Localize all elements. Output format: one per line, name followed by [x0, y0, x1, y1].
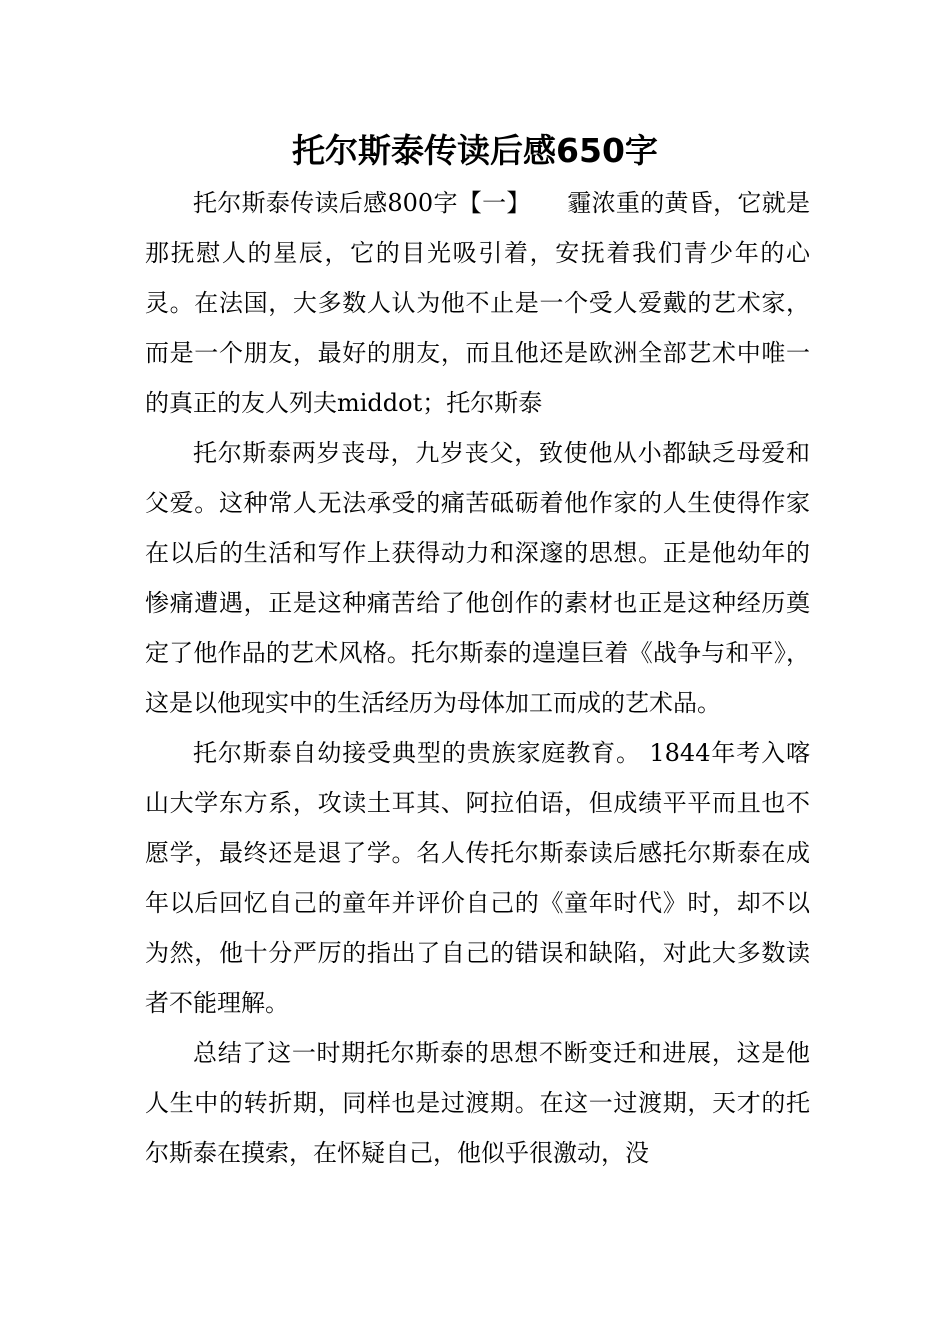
- document-body: [145, 178, 810, 1178]
- paragraph-2: 托尔斯泰两岁丧母，九岁丧父，致使他从小都缺乏母爱和父爱。这种常人无法承受的痛苦砥砺着他作家的人生使得作家在以后的生活和写作上获得动力和深邃的思想。正是他幼年的惨痛遭遇，正是这种痛苦给了他创作的素材也正是这种经历奠定了他作品的艺术风格。托尔斯泰的遑遑巨着《战争与和平》，这是以他现实中的生活经历为母体加工而成的艺术品。: [145, 439, 810, 717]
- paragraph-4: 总结了这一时期托尔斯泰的思想不断变迁和进展，这是他人生中的转折期，同样也是过渡期。在这一过渡期，天才的托尔斯泰在摸索，在怀疑自己，他似乎很激动，没: [145, 1039, 810, 1167]
- document-title: 托尔斯泰传读后感650字: [292, 131, 658, 170]
- paragraph-1: 托尔斯泰传读后感800字【一】 霾浓重的黄昏，它就是那抚慰人的星辰，它的目光吸引着，安抚着我们青少年的心灵。在法国，大多数人认为他不止是一个受人爱戴的艺术家，而是一个朋友，最好的朋友，而且他还是欧洲全部艺术中唯一的真正的友人列夫middot；托尔斯泰: [145, 189, 810, 417]
- paragraph-3: 托尔斯泰自幼接受典型的贵族家庭教育。 1844年考入喀山大学东方系，攻读土耳其、阿拉伯语，但成绩平平而且也不愿学，最终还是退了学。名人传托尔斯泰读后感托尔斯泰在成年以后回忆自己的童年并评价自己的《童年时代》时，却不以为然，他十分严厉的指出了自己的错误和缺陷，对此大多数读者不能理解。: [145, 739, 810, 1017]
